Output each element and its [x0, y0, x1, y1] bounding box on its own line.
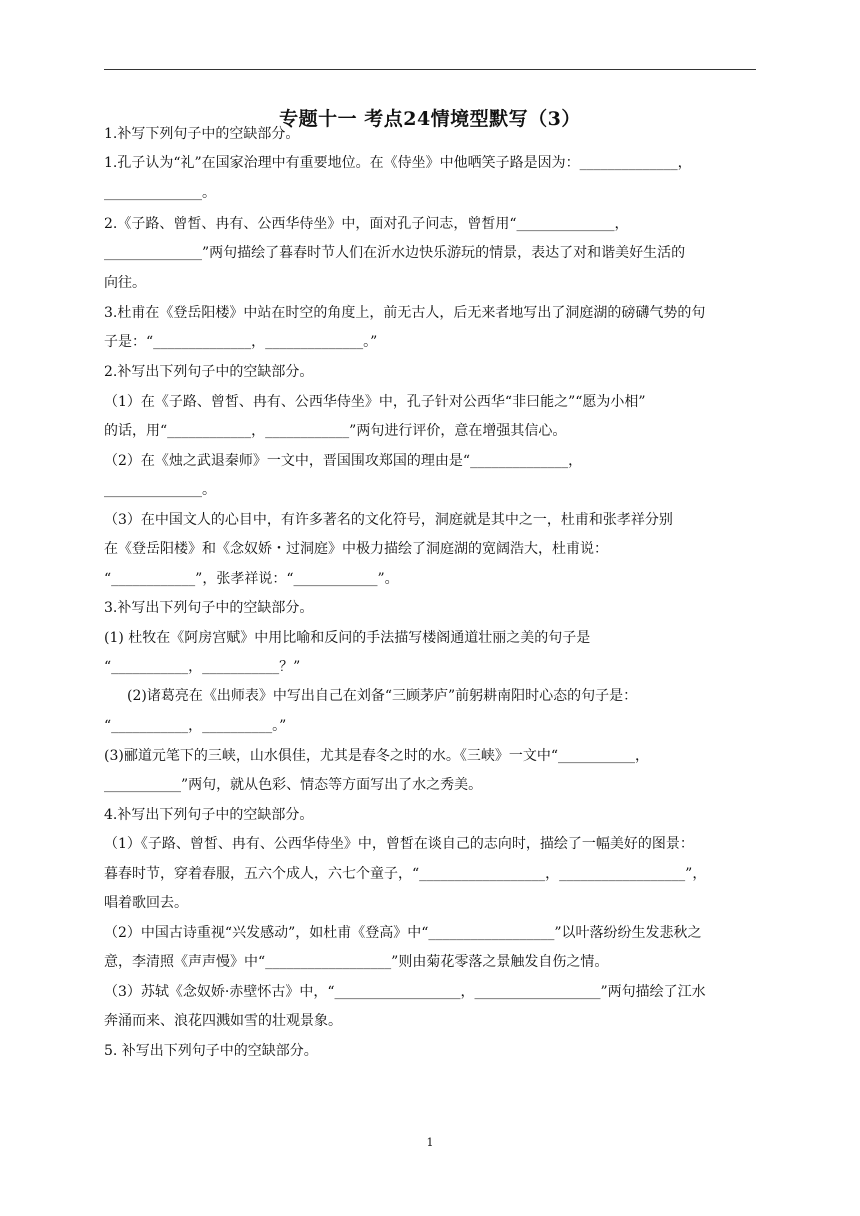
text-line: ______________”两句描绘了暮春时节人们在沂水边快乐游玩的情景，表达了对和谐美好生活的: [104, 245, 686, 261]
page-title: 专题十一 考点24情境型默写（3）: [279, 108, 581, 130]
text-line: “___________，___________？”: [104, 659, 301, 675]
text-line: 3.补写出下列句子中的空缺部分。: [104, 600, 314, 616]
text-line: (1) 杜牧在《阿房宫赋》中用比喻和反问的手法描写楼阁通道壮丽之美的句子是: [104, 630, 591, 646]
text-line: 1.补写下列句子中的空缺部分。: [104, 126, 300, 142]
text-line: 1.孔子认为“礼”在国家治理中有重要地位。在《侍坐》中他哂笑子路是因为：______________，: [104, 155, 692, 171]
text-line: （1）《子路、曾皙、冉有、公西华侍坐》中，曾皙在谈自己的志向时，描绘了一幅美好的图景：: [104, 836, 694, 852]
text-line: (2)诸葛亮在《出师表》中写出自己在刘备“三顾茅庐”前躬耕南阳时心态的句子是：: [127, 688, 638, 704]
text-line: “____________”，张孝祥说：“____________”。: [104, 571, 399, 587]
text-line: 暮春时节，穿着春服，五六个成人，六七个童子，“__________________，__________________”，: [104, 866, 707, 882]
text-line: 的话，用“____________，____________”两句进行评价，意在增强其信心。: [104, 423, 567, 439]
text-line: 奔涌而来、浪花四溅如雪的壮观景象。: [104, 1013, 342, 1029]
text-line: ___________”两句，就从色彩、情态等方面写出了水之秀美。: [104, 777, 483, 793]
text-line: 意，李清照《声声慢》中“__________________”则由菊花零落之景触发自伤之情。: [104, 954, 609, 970]
text-line: （3）苏轼《念奴娇·赤壁怀古》中，“__________________，__________________”两句描绘了江水: [104, 984, 706, 1000]
text-line: 3.杜甫在《登岳阳楼》中站在时空的角度上，前无古人，后无来者地写出了洞庭湖的磅礴气势的句: [104, 305, 706, 321]
text-line: 2.补写出下列句子中的空缺部分。: [104, 364, 314, 380]
text-line: （2）中国古诗重视“兴发感动”，如杜甫《登高》中“__________________”以叶落纷纷生发悲秋之: [104, 925, 702, 941]
text-line: （3）在中国文人的心目中，有许多著名的文化符号，洞庭就是其中之一，杜甫和张孝祥分别: [104, 512, 673, 528]
text-line: (3)郦道元笔下的三峡，山水俱佳，尤其是春冬之时的水。《三峡》一文中“___________，: [104, 748, 649, 764]
text-line: 2.《子路、曾皙、冉有、公西华侍坐》中，面对孔子问志，曾皙用“______________，: [104, 216, 629, 232]
text-line: “___________，__________。”: [104, 718, 287, 734]
page-number: 1: [426, 1136, 434, 1149]
text-line: 唱着歌回去。: [104, 895, 188, 911]
text-line: 5. 补写出下列句子中的空缺部分。: [104, 1043, 318, 1059]
text-line: 4.补写出下列句子中的空缺部分。: [104, 807, 314, 823]
text-line: 子是：“______________，______________。”: [104, 334, 378, 350]
text-line: ______________。: [104, 482, 216, 498]
text-line: 向往。: [104, 275, 146, 291]
text-line: （2）在《烛之武退秦师》一文中，晋国围攻郑国的理由是“______________，: [104, 453, 583, 469]
header-rule: [104, 69, 756, 70]
text-line: ______________。: [104, 185, 216, 201]
text-line: 在《登岳阳楼》和《念奴娇・过洞庭》中极力描绘了洞庭湖的宽阔浩大，杜甫说：: [104, 541, 608, 557]
text-line: （1）在《子路、曾皙、冉有、公西华侍坐》中，孔子针对公西华“非曰能之”“愿为小相”: [104, 394, 646, 410]
